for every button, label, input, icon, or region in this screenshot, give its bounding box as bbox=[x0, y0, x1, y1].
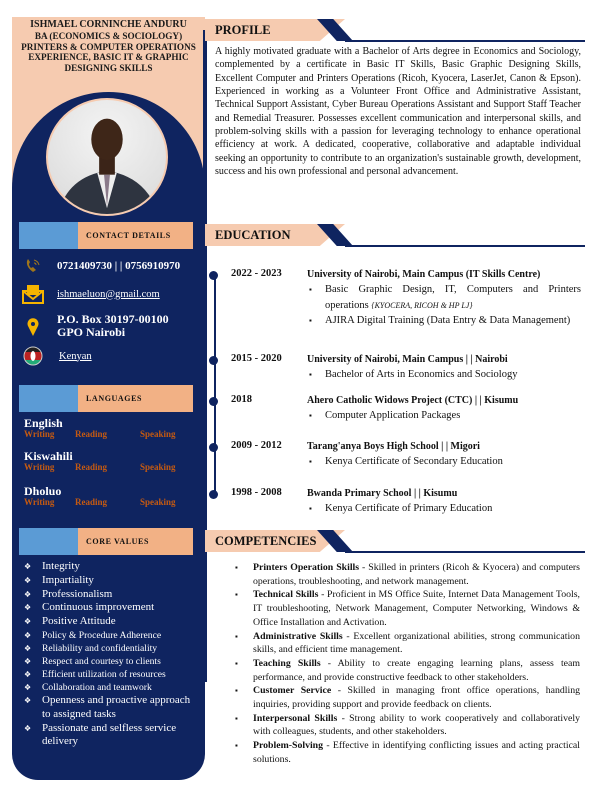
core-value: ❖ Professionalism bbox=[24, 587, 113, 600]
diamond-bullet-icon: ❖ bbox=[24, 643, 32, 653]
subtitle-line: PRINTERS & COMPUTER OPERATIONS bbox=[21, 41, 196, 52]
diamond-bullet-icon: ❖ bbox=[24, 630, 32, 640]
diamond-bullet-icon: ❖ bbox=[24, 682, 32, 692]
address-row bbox=[22, 313, 169, 339]
diamond-bullet-icon: ❖ bbox=[24, 695, 32, 705]
core-value: ❖ Integrity bbox=[24, 560, 80, 572]
skill: Reading bbox=[75, 462, 108, 472]
profile-heading: PROFILE bbox=[205, 19, 585, 43]
profile-summary: A highly motivated graduate with a Bachelor of Arts degree in Economics and Sociology, complemented by a certificate in Basic IT Skills, Basic Graphic Designing Skills, Excellent Computer and Printers Operations (Ricoh, Kyocera, LaserJet, Canon & Epson). Experienced in working as a Volunteer Front Office and Administrative Assistant, Technical Support Assistant, Cyber Bureau Operations Assistant and Support Staff Teacher and Remedial Treasurer. Possesses excellent communication and interpersonal skills, and problem-solving skills with a passion for leveraging technology to enhance operational efficiency at work. A dedicated, cooperative, collaborative and adaptable individual seeking an opportunity to contribute to an organization's sustainable growth, development, success and his own professional and personal advancement. bbox=[215, 46, 581, 178]
email-row bbox=[22, 284, 160, 304]
address-line: GPO Nairobi bbox=[57, 325, 126, 339]
email-link[interactable]: ishmaeluon@gmail.com bbox=[57, 288, 160, 300]
candidate-name: ISHMAEL CORNINCHE ANDURU bbox=[30, 19, 187, 30]
skill: Speaking bbox=[140, 497, 176, 507]
skill: Reading bbox=[75, 497, 108, 507]
core-values-list bbox=[24, 560, 194, 749]
timeline-dot bbox=[209, 443, 218, 452]
education-entry: 2018 Ahero Catholic Widows Project (CTC) | | Kisumu ▪ Computer Application Packages bbox=[209, 394, 581, 424]
competencies-heading: COMPETENCIES bbox=[205, 530, 585, 554]
diamond-bullet-icon: ❖ bbox=[24, 603, 32, 613]
candidate-header bbox=[12, 20, 205, 74]
phone-number: 0721409730 | | 0756910970 bbox=[57, 260, 181, 272]
diamond-bullet-icon: ❖ bbox=[24, 575, 32, 585]
envelope-icon bbox=[22, 284, 44, 304]
skill: Writing bbox=[24, 429, 55, 439]
competency-item: ▪ Technical Skills - Proficient in MS Office Suite, Internet Data Management Tools, IT troubleshooting, Network Management, Computer Networking, Windows & Office Installation and Activation. bbox=[235, 588, 580, 629]
subtitle-line: DESIGNING SKILLS bbox=[64, 63, 153, 74]
profile-photo bbox=[46, 98, 168, 216]
core-value: ❖ Respect and courtesy to clients bbox=[24, 655, 161, 667]
core-value: ❖ Continuous improvement bbox=[24, 601, 155, 614]
language-name: English bbox=[24, 416, 63, 430]
core-value: ❖ Impartiality bbox=[24, 573, 94, 586]
skill: Writing bbox=[24, 497, 55, 507]
competency-item: ▪ Teaching Skills - Ability to create engaging learning plans, assess team performance, and provide constructive feedback to other stakeholders. bbox=[235, 657, 580, 684]
competencies-list bbox=[235, 561, 580, 767]
phone-row bbox=[22, 256, 180, 276]
phone-icon bbox=[22, 256, 44, 276]
address-line: P.O. Box 30197-00100 bbox=[57, 312, 169, 326]
skill: Reading bbox=[75, 429, 108, 439]
timeline-dot bbox=[209, 356, 218, 365]
core-value: ❖ Positive Attitude bbox=[24, 615, 116, 628]
subtitle-line: EXPERIENCE, BASIC IT & GRAPHIC bbox=[28, 52, 189, 63]
language-english bbox=[24, 416, 176, 439]
languages-heading: LANGUAGES bbox=[19, 385, 193, 412]
timeline-dot bbox=[209, 271, 218, 280]
language-kiswahili bbox=[24, 449, 176, 472]
diamond-bullet-icon: ❖ bbox=[24, 589, 32, 599]
competency-item: ▪ Problem-Solving - Effective in identifying conflicting issues and acting practical solutions. bbox=[235, 739, 580, 766]
education-entry: 2015 - 2020 University of Nairobi, Main Campus | | Nairobi ▪ Bachelor of Arts in Economics and Sociology bbox=[209, 353, 581, 383]
core-value: ❖ Openness and proactive approach to assigned tasks bbox=[24, 693, 191, 720]
education-heading: EDUCATION bbox=[205, 224, 585, 248]
core-value: ❖ Reliability and confidentiality bbox=[24, 642, 158, 654]
core-values-heading: CORE VALUES bbox=[19, 528, 193, 555]
language-name: Dholuo bbox=[24, 484, 62, 498]
diamond-bullet-icon: ❖ bbox=[24, 656, 32, 666]
core-value: ❖ Efficient utilization of resources bbox=[24, 668, 166, 680]
diamond-bullet-icon: ❖ bbox=[24, 723, 32, 733]
nationality-row bbox=[22, 346, 92, 366]
competency-item: ▪ Interpersonal Skills - Strong ability to work cooperatively and collaboratively with colleagues, students, and other stakeholders. bbox=[235, 712, 580, 739]
core-value: ❖ Policy & Procedure Adherence bbox=[24, 629, 162, 641]
language-dholuo bbox=[24, 484, 176, 507]
contact-details-heading: CONTACT DETAILS bbox=[19, 222, 193, 249]
competency-item: ▪ Printers Operation Skills - Skilled in printers (Ricoh & Kyocera) and computers operations, troubleshooting, and network management. bbox=[235, 561, 580, 588]
core-value: ❖ Collaboration and teamwork bbox=[24, 681, 152, 693]
diamond-bullet-icon: ❖ bbox=[24, 669, 32, 679]
diamond-bullet-icon: ❖ bbox=[24, 562, 32, 571]
skill: Speaking bbox=[140, 462, 176, 472]
timeline-dot bbox=[209, 490, 218, 499]
education-entry: 1998 - 2008 Bwanda Primary School | | Kisumu ▪ Kenya Certificate of Primary Education bbox=[209, 487, 581, 517]
core-value: ❖ Passionate and selfless service delivery bbox=[24, 721, 177, 748]
competency-item: ▪ Administrative Skills - Excellent organizational abilities, strong communication skills, and efficient time management. bbox=[235, 630, 580, 657]
divider-line bbox=[203, 30, 207, 682]
skill: Speaking bbox=[140, 429, 176, 439]
education-entry: 2009 - 2012 Tarang'anya Boys High School | | Migori ▪ Kenya Certificate of Secondary Education bbox=[209, 440, 581, 470]
subtitle-line: BA (ECONOMICS & SOCIOLOGY) bbox=[34, 30, 183, 41]
kenya-flag-icon bbox=[22, 346, 44, 366]
skill: Writing bbox=[24, 462, 55, 472]
timeline-dot bbox=[209, 397, 218, 406]
diamond-bullet-icon: ❖ bbox=[24, 617, 32, 627]
education-entry: 2022 - 2023 University of Nairobi, Main Campus (IT Skills Centre) ▪ Basic Graphic Design, IT, Computers and Printers operations {KYOCERA, RICOH & HP LJ} ▪ AJIRA Digital Training (Data Entry & Data Management) bbox=[209, 268, 581, 329]
nationality: Kenyan bbox=[59, 350, 92, 362]
competency-item: ▪ Customer Service - Skilled in managing front office operations, handling inquiries, providing support and provide feedback on clients. bbox=[235, 684, 580, 711]
location-pin-icon bbox=[22, 317, 44, 337]
language-name: Kiswahili bbox=[24, 449, 73, 463]
